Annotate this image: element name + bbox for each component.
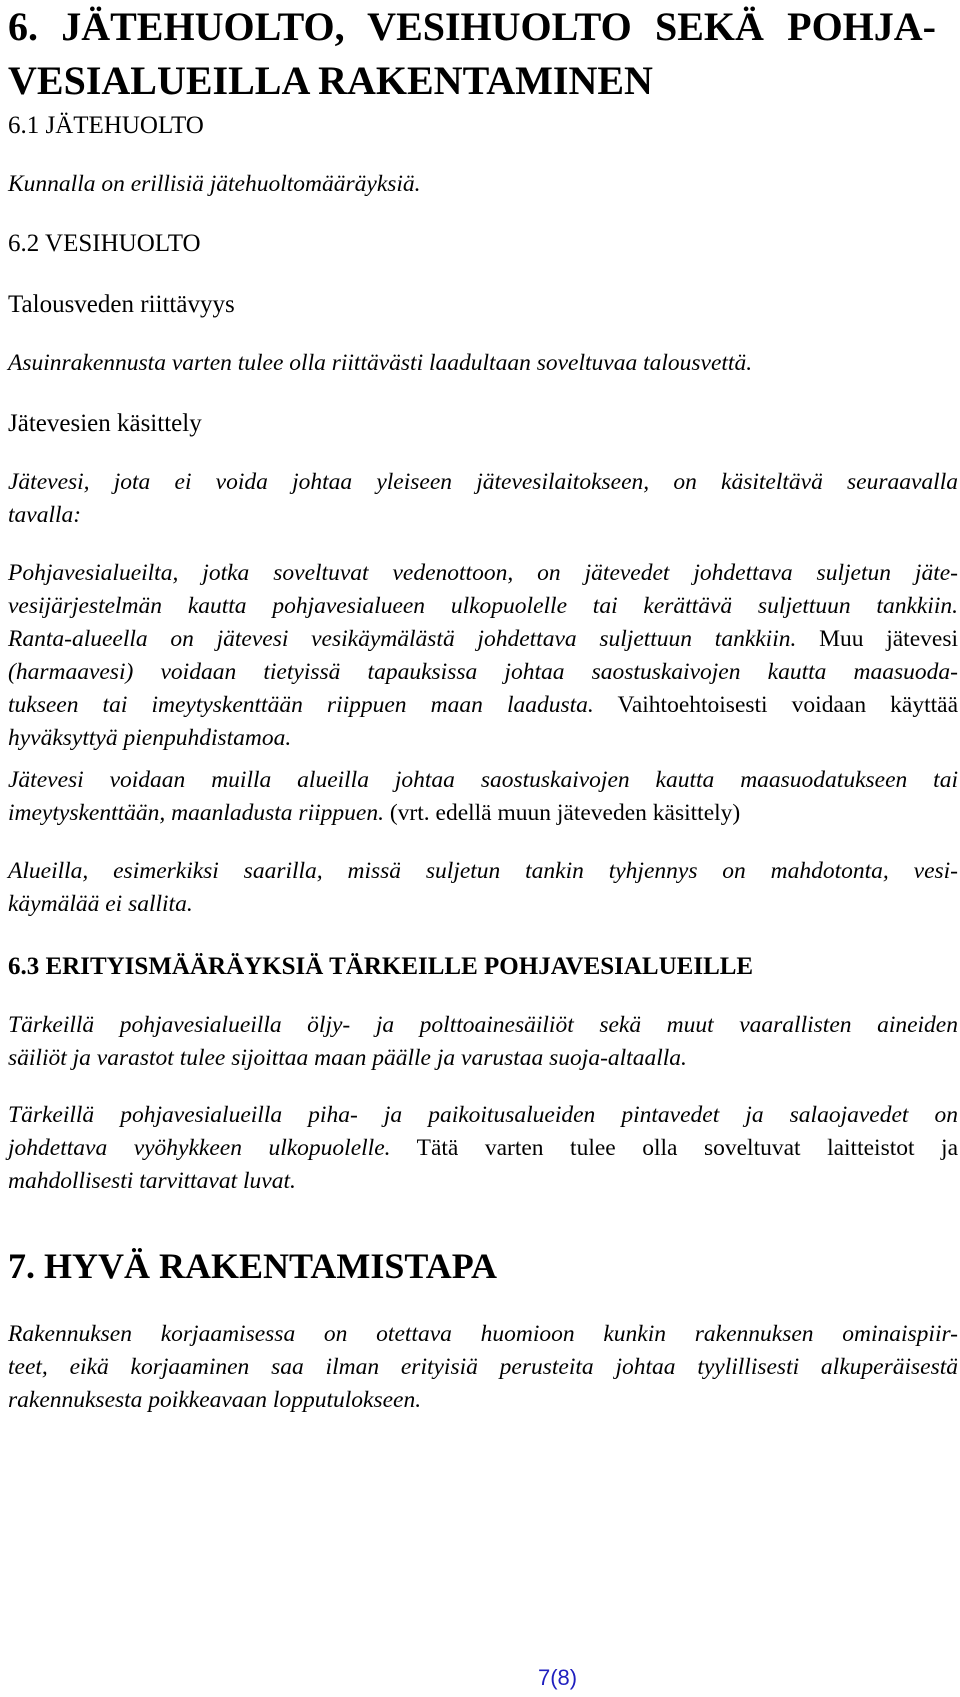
section-6-1-text: Kunnalla on erillisiä jätehuoltomääräyksiä. (8, 171, 421, 197)
chapter-6-heading-line-2: VESIALUEILLA RAKENTAMINEN (8, 58, 653, 103)
rakentamistapa-line-3: rakennuksesta poikkeavaan lopputulokseen. (8, 1387, 422, 1413)
jatevedet-p4-line-2: käymälää ei sallita. (8, 891, 193, 917)
pohjavesi-paragraph-2 (8, 1099, 958, 1198)
jatevedet-p2-line-4: (harmaavesi) voidaan tietyissä tapauksissa johtaa saostuskaivojen kautta maasuoda- (8, 659, 958, 685)
jatevedet-p2-line-5-normal: Vaihtoehtoisesti voidaan käyttää (593, 692, 959, 718)
rakentamistapa-paragraph (8, 1318, 958, 1417)
section-6-3-title: 6.3 ERITYISMÄÄRÄYKSIÄ TÄRKEILLE POHJAVESIALUEILLE (8, 953, 754, 980)
jatevedet-p2-line-3 (8, 623, 958, 656)
jatevedet-p2-line-3-normal: Muu jätevesi (796, 626, 958, 652)
pohjavesi-p2-line-1: Tärkeillä pohjavesialueilla piha- ja paikoitusalueiden pintavedet ja salaojavedet on (8, 1102, 958, 1128)
rakentamistapa-line-2: teet, eikä korjaaminen saa ilman erityisiä perusteita johtaa tyylillisesti alkuperäisestä (8, 1354, 958, 1380)
section-6-2-title: 6.2 VESIHUOLTO (8, 230, 201, 257)
jatevedet-p1-line-1: Jätevesi, jota ei voida johtaa yleiseen jätevesilaitokseen, on käsiteltävä seuraavalla (8, 469, 958, 495)
rakentamistapa-line-1: Rakennuksen korjaamisessa on otettava huomioon kunkin rakennuksen ominaispiir- (8, 1321, 958, 1347)
jatevedet-p3-line-1: Jätevesi voidaan muilla alueilla johtaa saostuskaivojen kautta maasuodatukseen tai (8, 767, 958, 793)
jatevedet-p3-line-2-italic: imeytyskenttään, maanladusta riippuen. (8, 800, 384, 826)
pohjavesi-p1-line-1: Tärkeillä pohjavesialueilla öljy- ja polttoainesäiliöt sekä muut vaarallisten aineiden (8, 1012, 958, 1038)
subsection-talousvesi-text: Asuinrakennusta varten tulee olla riittävästi laadultaan soveltuvaa talousvettä. (8, 350, 753, 376)
pohjavesi-paragraph-1 (8, 1009, 958, 1075)
jatevedet-p2-line-5 (8, 689, 958, 722)
pohjavesi-p2-line-3: mahdollisesti tarvittavat luvat. (8, 1168, 296, 1194)
jatevedet-p3-line-2-normal: (vrt. edellä muun jäteveden käsittely) (383, 800, 741, 826)
pohjavesi-p2-line-2 (8, 1132, 958, 1165)
jatevedet-p2-line-6: hyväksyttyä pienpuhdistamoa. (8, 725, 292, 751)
jatevedet-paragraph-3 (8, 764, 958, 830)
chapter-6-heading-line-1: 6. JÄTEHUOLTO, VESIHUOLTO SEKÄ POHJA- (8, 4, 936, 49)
jatevedet-p2-line-1: Pohjavesialueilta, jotka soveltuvat vedenottoon, on jätevedet johdettava suljetun jäte- (8, 560, 958, 586)
jatevedet-p3-line-2 (8, 797, 958, 830)
jatevedet-p1-line-2: tavalla: (8, 502, 82, 528)
jatevedet-p2-line-5-italic: tukseen tai imeytyskenttään riippuen maan laadusta. (8, 692, 594, 718)
chapter-6-heading (8, 0, 936, 108)
subsection-jatevedet-title: Jätevesien käsittely (8, 410, 202, 437)
pohjavesi-p2-line-2-italic: johdettava vyöhykkeen ulkopuolelle. (8, 1135, 391, 1161)
jatevedet-paragraph-4 (8, 855, 958, 921)
pohjavesi-p1-line-2: säiliöt ja varastot tulee sijoittaa maan päälle ja varustaa suoja-altaalla. (8, 1045, 687, 1071)
page-number: 7(8) (538, 1665, 578, 1690)
section-6-1-title: 6.1 JÄTEHUOLTO (8, 112, 204, 139)
subsection-talousvesi-title: Talousveden riittävyys (8, 291, 235, 318)
chapter-7-heading: 7. HYVÄ RAKENTAMISTAPA (8, 1246, 498, 1286)
jatevedet-p2-line-2: vesijärjestelmän kautta pohjavesialueen ulkopuolelle tai kerättävä suljettuun tankkiin. (8, 593, 958, 619)
jatevedet-p4-line-1: Alueilla, esimerkiksi saarilla, missä suljetun tankin tyhjennys on mahdotonta, vesi- (8, 858, 958, 884)
jatevedet-p2-line-3-italic: Ranta-alueella on jätevesi vesikäymälästä johdettava suljettuun tankkiin. (8, 626, 797, 652)
jatevedet-paragraph-2 (8, 557, 958, 755)
jatevedet-paragraph-1 (8, 466, 958, 532)
pohjavesi-p2-line-2-normal: Tätä varten tulee olla soveltuvat laitteistot ja (390, 1135, 958, 1161)
